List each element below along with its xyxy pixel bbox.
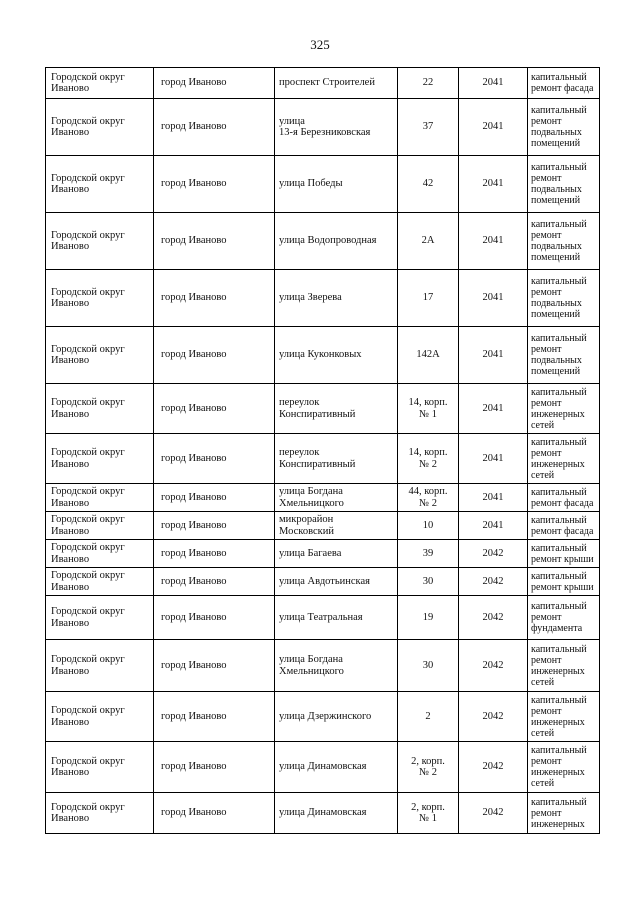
municipality-cell: Городской округ Иваново — [46, 568, 154, 596]
street-cell — [275, 434, 398, 484]
work-type-cell: капитальный ремонт подвальных помещений — [528, 213, 600, 270]
work-type-cell: капитальный ремонт инженерных сетей — [528, 742, 600, 793]
city-cell: город Иваново — [154, 68, 275, 99]
work-type-cell: капитальный ремонт крыши — [528, 540, 600, 568]
street-cell — [275, 270, 398, 327]
municipality-cell: Городской округ Иваново — [46, 327, 154, 384]
work-type-cell: капитальный ремонт инженерных — [528, 793, 600, 834]
table-row — [46, 99, 600, 156]
street-text: переулок Конспиративный — [279, 397, 356, 420]
year-cell: 2042 — [459, 640, 528, 692]
year-cell: 2041 — [459, 434, 528, 484]
street-text: улица Богдана Хмельницкого — [279, 486, 344, 509]
city-cell: город Иваново — [154, 156, 275, 213]
house-cell — [398, 793, 459, 834]
house-text: 19 — [422, 611, 434, 623]
year-cell: 2041 — [459, 384, 528, 434]
municipality-cell: Городской округ Иваново — [46, 484, 154, 512]
table-row — [46, 270, 600, 327]
street-cell — [275, 99, 398, 156]
street-cell — [275, 793, 398, 834]
city-cell: город Иваново — [154, 327, 275, 384]
year-cell: 2042 — [459, 596, 528, 640]
work-type-cell: капитальный ремонт подвальных помещений — [528, 270, 600, 327]
house-cell — [398, 327, 459, 384]
city-cell: город Иваново — [154, 99, 275, 156]
street-text: улица Театральная — [279, 611, 363, 623]
municipality-cell: Городской округ Иваново — [46, 512, 154, 540]
house-text: 39 — [422, 547, 434, 559]
house-cell — [398, 68, 459, 99]
city-cell: город Иваново — [154, 640, 275, 692]
street-text: улица Победы — [279, 178, 343, 190]
year-cell: 2042 — [459, 742, 528, 793]
street-text: улица Динамовская — [279, 807, 367, 819]
work-type-cell: капитальный ремонт инженерных сетей — [528, 692, 600, 742]
house-text: 142А — [416, 349, 440, 361]
work-type-cell: капитальный ремонт инженерных сетей — [528, 434, 600, 484]
table-row — [46, 484, 600, 512]
house-cell — [398, 512, 459, 540]
house-cell — [398, 484, 459, 512]
house-text: 30 — [422, 575, 434, 587]
house-text: 2, корп. № 2 — [411, 755, 445, 778]
work-type-cell: капитальный ремонт подвальных помещений — [528, 327, 600, 384]
street-text: переулок Конспиративный — [279, 447, 356, 470]
year-cell: 2042 — [459, 568, 528, 596]
municipality-cell: Городской округ Иваново — [46, 99, 154, 156]
street-cell — [275, 68, 398, 99]
year-cell: 2042 — [459, 692, 528, 742]
table-row — [46, 512, 600, 540]
table-row — [46, 156, 600, 213]
table-row — [46, 793, 600, 834]
year-cell: 2041 — [459, 68, 528, 99]
municipality-cell: Городской округ Иваново — [46, 742, 154, 793]
street-text: улица 13-я Березниковская — [279, 115, 371, 138]
table-row — [46, 692, 600, 742]
table-body — [46, 68, 600, 834]
street-text: улица Куконковых — [279, 349, 362, 361]
house-cell — [398, 640, 459, 692]
page-number: 325 — [310, 37, 330, 52]
year-cell: 2041 — [459, 156, 528, 213]
street-text: улица Богдана Хмельницкого — [279, 654, 344, 677]
city-cell: город Иваново — [154, 568, 275, 596]
house-text: 10 — [422, 519, 434, 531]
house-cell — [398, 568, 459, 596]
house-cell — [398, 384, 459, 434]
repair-schedule-table — [45, 67, 600, 834]
municipality-cell: Городской округ Иваново — [46, 270, 154, 327]
city-cell: город Иваново — [154, 434, 275, 484]
street-text: улица Водопроводная — [279, 235, 377, 247]
city-cell: город Иваново — [154, 540, 275, 568]
municipality-cell: Городской округ Иваново — [46, 434, 154, 484]
municipality-cell: Городской округ Иваново — [46, 384, 154, 434]
city-cell: город Иваново — [154, 270, 275, 327]
city-cell: город Иваново — [154, 793, 275, 834]
city-cell: город Иваново — [154, 692, 275, 742]
table-row — [46, 640, 600, 692]
house-text: 44, корп. № 2 — [408, 486, 448, 509]
table-row — [46, 68, 600, 99]
house-text: 22 — [422, 77, 434, 89]
work-type-cell: капитальный ремонт подвальных помещений — [528, 99, 600, 156]
year-cell: 2041 — [459, 512, 528, 540]
work-type-cell: капитальный ремонт фасада — [528, 484, 600, 512]
house-text: 2 — [425, 710, 431, 722]
street-cell — [275, 512, 398, 540]
street-cell — [275, 327, 398, 384]
municipality-cell: Городской округ Иваново — [46, 68, 154, 99]
house-text: 2, корп. № 1 — [411, 801, 445, 824]
street-cell — [275, 213, 398, 270]
city-cell: город Иваново — [154, 596, 275, 640]
house-text: 30 — [422, 659, 434, 671]
street-cell — [275, 640, 398, 692]
street-cell — [275, 540, 398, 568]
street-cell — [275, 484, 398, 512]
table-row — [46, 327, 600, 384]
work-type-cell: капитальный ремонт инженерных сетей — [528, 640, 600, 692]
table-row — [46, 213, 600, 270]
street-text: улица Багаева — [279, 547, 342, 559]
city-cell: город Иваново — [154, 484, 275, 512]
table-row — [46, 384, 600, 434]
house-text: 17 — [422, 292, 434, 304]
house-text: 14, корп. № 2 — [408, 447, 448, 470]
year-cell: 2041 — [459, 327, 528, 384]
work-type-cell: капитальный ремонт фасада — [528, 68, 600, 99]
table-row — [46, 434, 600, 484]
house-cell — [398, 692, 459, 742]
work-type-cell: капитальный ремонт инженерных сетей — [528, 384, 600, 434]
street-text: улица Зверева — [279, 292, 342, 304]
work-type-cell: капитальный ремонт фундамента — [528, 596, 600, 640]
house-cell — [398, 742, 459, 793]
house-cell — [398, 596, 459, 640]
street-text: улица Динамовская — [279, 761, 367, 773]
year-cell: 2041 — [459, 270, 528, 327]
house-cell — [398, 434, 459, 484]
city-cell: город Иваново — [154, 742, 275, 793]
year-cell: 2041 — [459, 213, 528, 270]
street-text: улица Дзержинского — [279, 710, 372, 722]
street-cell — [275, 568, 398, 596]
street-cell — [275, 596, 398, 640]
street-cell — [275, 156, 398, 213]
house-cell — [398, 213, 459, 270]
city-cell: город Иваново — [154, 213, 275, 270]
work-type-cell: капитальный ремонт фасада — [528, 512, 600, 540]
city-cell: город Иваново — [154, 512, 275, 540]
house-text: 14, корп. № 1 — [408, 397, 448, 420]
house-text: 37 — [422, 121, 434, 133]
year-cell: 2041 — [459, 484, 528, 512]
municipality-cell: Городской округ Иваново — [46, 156, 154, 213]
municipality-cell: Городской округ Иваново — [46, 596, 154, 640]
street-cell — [275, 692, 398, 742]
house-text: 2А — [421, 235, 435, 247]
city-cell: город Иваново — [154, 384, 275, 434]
municipality-cell: Городской округ Иваново — [46, 692, 154, 742]
municipality-cell: Городской округ Иваново — [46, 793, 154, 834]
table-row — [46, 540, 600, 568]
street-text: микрорайон Московский — [279, 514, 334, 537]
house-cell — [398, 99, 459, 156]
municipality-cell: Городской округ Иваново — [46, 213, 154, 270]
year-cell: 2042 — [459, 540, 528, 568]
street-cell — [275, 384, 398, 434]
street-cell — [275, 742, 398, 793]
work-type-cell: капитальный ремонт крыши — [528, 568, 600, 596]
table-row — [46, 596, 600, 640]
house-text: 42 — [422, 178, 434, 190]
table-row — [46, 742, 600, 793]
year-cell: 2042 — [459, 793, 528, 834]
table-row — [46, 568, 600, 596]
street-text: улица Авдотьинская — [279, 575, 370, 587]
year-cell: 2041 — [459, 99, 528, 156]
street-text: проспект Строителей — [279, 77, 375, 89]
work-type-cell: капитальный ремонт подвальных помещений — [528, 156, 600, 213]
house-cell — [398, 540, 459, 568]
municipality-cell: Городской округ Иваново — [46, 540, 154, 568]
house-cell — [398, 156, 459, 213]
house-cell — [398, 270, 459, 327]
municipality-cell: Городской округ Иваново — [46, 640, 154, 692]
